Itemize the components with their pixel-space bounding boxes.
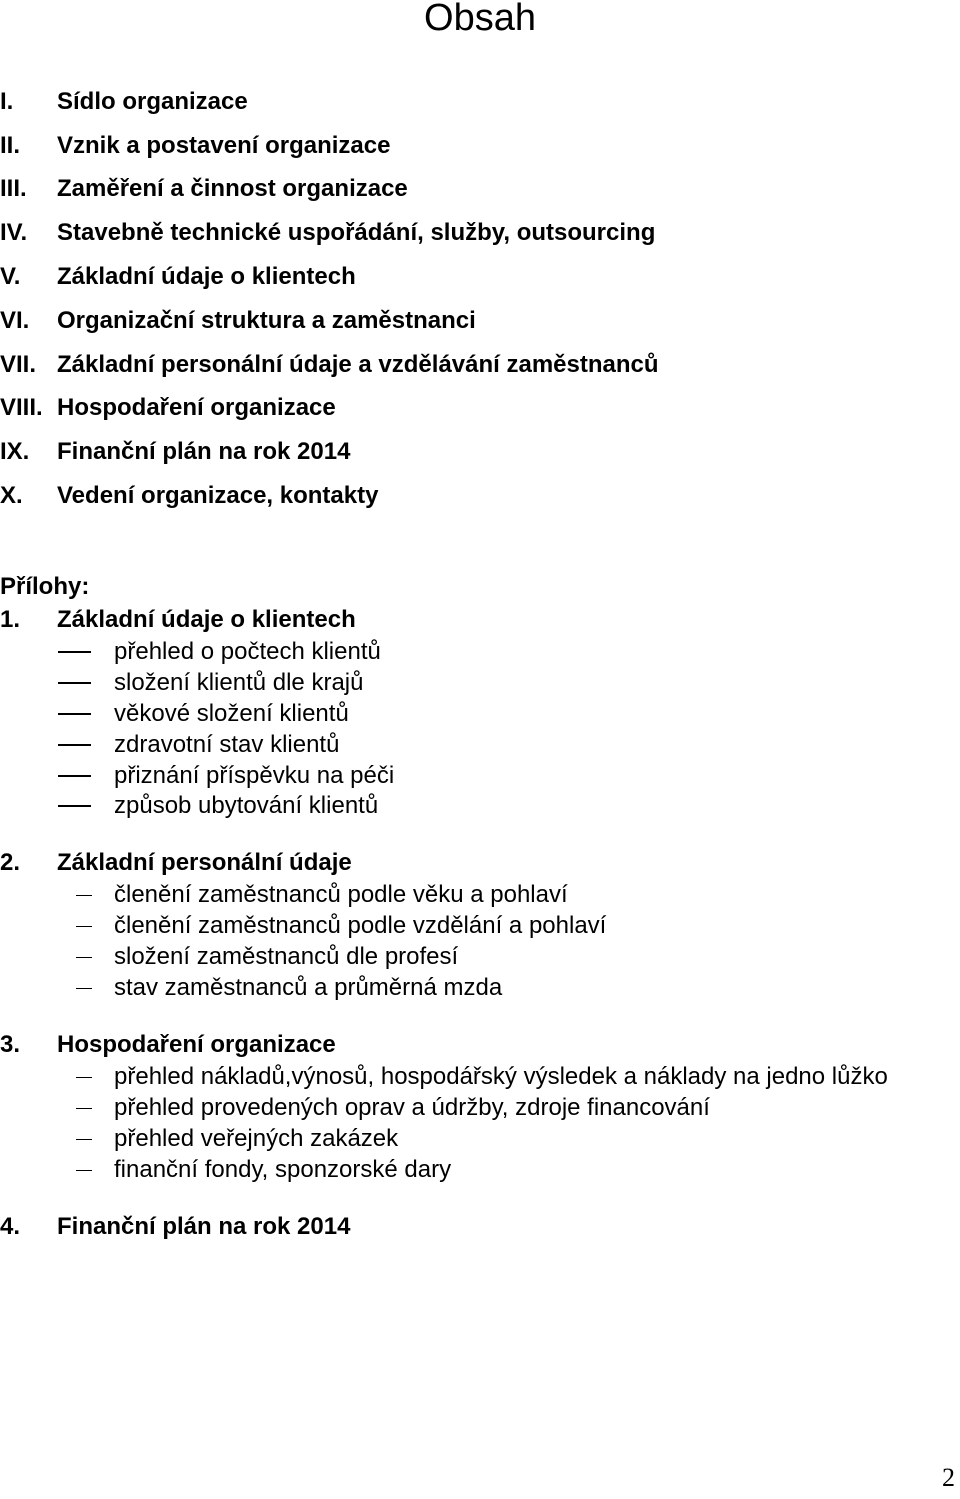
list-item	[0, 637, 394, 668]
attachment-group	[0, 603, 394, 822]
toc-item	[0, 343, 659, 387]
list-item-label: věkové složení klientů	[114, 699, 349, 727]
toc-item	[0, 168, 659, 212]
attachment-title	[0, 1210, 350, 1244]
dash-bullet-icon	[0, 911, 114, 941]
toc-item-number: VII.	[0, 350, 37, 378]
attachment-title	[0, 846, 606, 880]
attachment-group	[0, 846, 606, 1003]
toc-item	[0, 430, 659, 474]
toc-item-label: Zaměření a činnost organizace	[57, 175, 408, 203]
list-item-label: způsob ubytování klientů	[114, 792, 379, 820]
dash-bullet-icon	[0, 880, 114, 910]
toc-item-number: V.	[0, 263, 21, 291]
dash-bullet-icon	[0, 942, 114, 972]
attachments-heading: Přílohy:	[0, 573, 90, 600]
toc-item-label: Organizační struktura a zaměstnanci	[57, 306, 476, 334]
list-item	[0, 668, 394, 699]
toc-item-label: Sídlo organizace	[57, 87, 248, 115]
toc-item-number: III.	[0, 175, 27, 203]
dash-bullet-icon	[0, 730, 114, 760]
dash-bullet-icon	[0, 1155, 114, 1185]
toc-item-label: Stavebně technické uspořádání, služby, outsourcing	[57, 219, 656, 247]
dash-bullet-icon	[0, 791, 114, 821]
toc-item	[0, 124, 659, 168]
list-item-label: přiznání příspěvku na péči	[114, 761, 395, 789]
toc-item	[0, 255, 659, 299]
list-item	[0, 911, 606, 942]
toc-item	[0, 387, 659, 431]
dash-bullet-icon	[0, 699, 114, 729]
attachment-label: Základní údaje o klientech	[57, 606, 356, 633]
toc-item	[0, 474, 659, 518]
toc-item-number: IV.	[0, 219, 28, 247]
list-item-label: členění zaměstnanců podle vzdělání a pohlaví	[114, 912, 607, 940]
list-item	[0, 972, 606, 1003]
dash-bullet-icon	[0, 973, 114, 1003]
dash-bullet-icon	[0, 1093, 114, 1123]
table-of-contents	[0, 80, 659, 518]
dash-bullet-icon	[0, 761, 114, 791]
toc-item-label: Vznik a postavení organizace	[57, 131, 391, 159]
list-item	[0, 1154, 888, 1185]
list-item-label: složení zaměstnanců dle profesí	[114, 942, 459, 970]
list-item-label: přehled provedených oprav a údržby, zdroje financování	[114, 1094, 710, 1122]
page-number: 2	[942, 1463, 955, 1492]
list-item	[0, 791, 394, 822]
toc-item	[0, 211, 659, 255]
attachment-title	[0, 1028, 888, 1062]
list-item-label: členění zaměstnanců podle věku a pohlaví	[114, 881, 568, 909]
attachment-label: Hospodaření organizace	[57, 1031, 336, 1058]
list-item-label: přehled o počtech klientů	[114, 638, 381, 666]
toc-item-label: Finanční plán na rok 2014	[57, 438, 351, 466]
attachment-sublist	[0, 880, 606, 1003]
list-item-label: stav zaměstnanců a průměrná mzda	[114, 973, 503, 1001]
dash-bullet-icon	[0, 668, 114, 698]
attachment-group	[0, 1028, 888, 1185]
toc-item-number: I.	[0, 87, 14, 115]
toc-item-number: II.	[0, 131, 21, 159]
attachment-sublist	[0, 637, 394, 822]
list-item-label: přehled nákladů,výnosů, hospodářský výsledek a náklady na jedno lůžko	[114, 1063, 888, 1091]
attachment-number: 2.	[0, 849, 21, 876]
toc-item-label: Základní údaje o klientech	[57, 263, 356, 291]
attachment-number: 1.	[0, 606, 21, 633]
attachment-number: 4.	[0, 1213, 21, 1240]
attachment-title	[0, 603, 394, 637]
list-item	[0, 1062, 888, 1093]
attachment-label: Finanční plán na rok 2014	[57, 1213, 351, 1240]
toc-item	[0, 80, 659, 124]
toc-item-label: Základní personální údaje a vzdělávání zaměstnanců	[57, 350, 659, 378]
toc-item	[0, 299, 659, 343]
list-item-label: složení klientů dle krajů	[114, 669, 364, 697]
toc-item-number: X.	[0, 482, 23, 510]
dash-bullet-icon	[0, 1062, 114, 1092]
attachment-label: Základní personální údaje	[57, 849, 352, 876]
list-item-label: přehled veřejných zakázek	[114, 1124, 399, 1152]
list-item	[0, 1093, 888, 1124]
toc-item-label: Vedení organizace, kontakty	[57, 482, 379, 510]
dash-bullet-icon	[0, 1124, 114, 1154]
list-item	[0, 880, 606, 911]
attachment-number: 3.	[0, 1031, 21, 1058]
list-item-label: finanční fondy, sponzorské dary	[114, 1155, 452, 1183]
page-title: Obsah	[424, 0, 536, 39]
attachment-group	[0, 1210, 350, 1244]
list-item	[0, 942, 606, 973]
list-item	[0, 699, 394, 730]
list-item	[0, 729, 394, 760]
toc-item-label: Hospodaření organizace	[57, 394, 336, 422]
toc-item-number: VI.	[0, 306, 30, 334]
list-item	[0, 760, 394, 791]
list-item	[0, 1124, 888, 1155]
toc-item-number: VIII.	[0, 394, 43, 422]
list-item-label: zdravotní stav klientů	[114, 730, 340, 758]
attachment-sublist	[0, 1062, 888, 1185]
dash-bullet-icon	[0, 637, 114, 667]
toc-item-number: IX.	[0, 438, 30, 466]
